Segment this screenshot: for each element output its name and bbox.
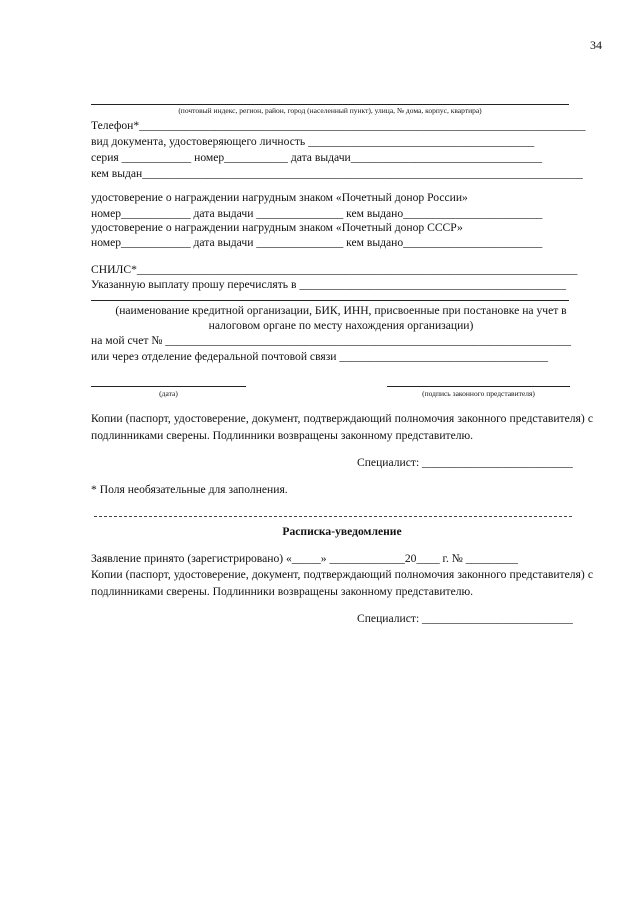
bank-rule xyxy=(91,300,569,301)
award-russia-title: удостоверение о награждении нагрудным знаком «Почетный донор России» xyxy=(91,191,468,204)
award-russia-details: номер____________ дата выдачи _______________ кем выдано________________________ xyxy=(91,207,543,220)
signature-caption: (подпись законного представителя) xyxy=(422,389,535,398)
bank-caption-line-1: (наименование кредитной организации, БИК, ИНН, присвоенные при постановке на учет в xyxy=(115,304,567,317)
address-rule xyxy=(91,104,569,105)
copies-verified-note: Копии (паспорт, удостоверение, документ, подтверждающий полномочия законного представителя) с подлинниками сверены. Подлинники возвращены законному представителю. xyxy=(91,412,593,442)
snils-field: СНИЛС*____________________________________________________________________________ xyxy=(91,263,578,276)
award-ussr-title: удостоверение о награждении нагрудным знаком «Почетный донор СССР» xyxy=(91,221,463,234)
signature-rule xyxy=(387,386,570,387)
id-document-field: вид документа, удостоверяющего личность _______________________________________ xyxy=(91,135,535,148)
optional-fields-note: * Поля необязательные для заполнения. xyxy=(91,483,288,496)
account-field: на мой счет № ______________________________________________________________________ xyxy=(91,334,572,347)
series-number-date-field: серия ____________ номер___________ дата выдачи_________________________________ xyxy=(91,151,543,164)
award-ussr-details: номер____________ дата выдачи _______________ кем выдано________________________ xyxy=(91,236,543,249)
post-office-field: или через отделение федеральной почтовой связи ____________________________________ xyxy=(91,350,549,363)
page-number: 34 xyxy=(590,38,602,52)
receipt-accepted-line: Заявление принято (зарегистрировано) «_____» _____________20____ г. № _________ xyxy=(91,552,518,565)
specialist-signature-1: Специалист: __________________________ xyxy=(357,456,573,469)
issued-by-field: кем выдан____________________________________________________________________________ xyxy=(91,167,583,180)
date-caption: (дата) xyxy=(159,389,178,398)
receipt-copies-note: Копии (паспорт, удостоверение, документ, подтверждающий полномочия законного представителя) с подлинниками сверены. Подлинники возвращены законному представителю. xyxy=(91,568,593,598)
bank-caption-line-2: налоговом органе по месту нахождения организации) xyxy=(208,319,474,332)
receipt-title: Расписка-уведомление xyxy=(282,525,402,538)
specialist-signature-2: Специалист: __________________________ xyxy=(357,612,573,625)
date-rule xyxy=(91,386,246,387)
tear-off-line xyxy=(94,516,572,517)
payment-field: Указанную выплату прошу перечислять в ______________________________________________ xyxy=(91,278,566,291)
phone-field: Телефон*_____________________________________________________________________________ xyxy=(91,119,586,132)
address-caption: (почтовый индекс, регион, район, город (населенный пункт), улица, № дома, корпус, квартира) xyxy=(178,106,482,115)
